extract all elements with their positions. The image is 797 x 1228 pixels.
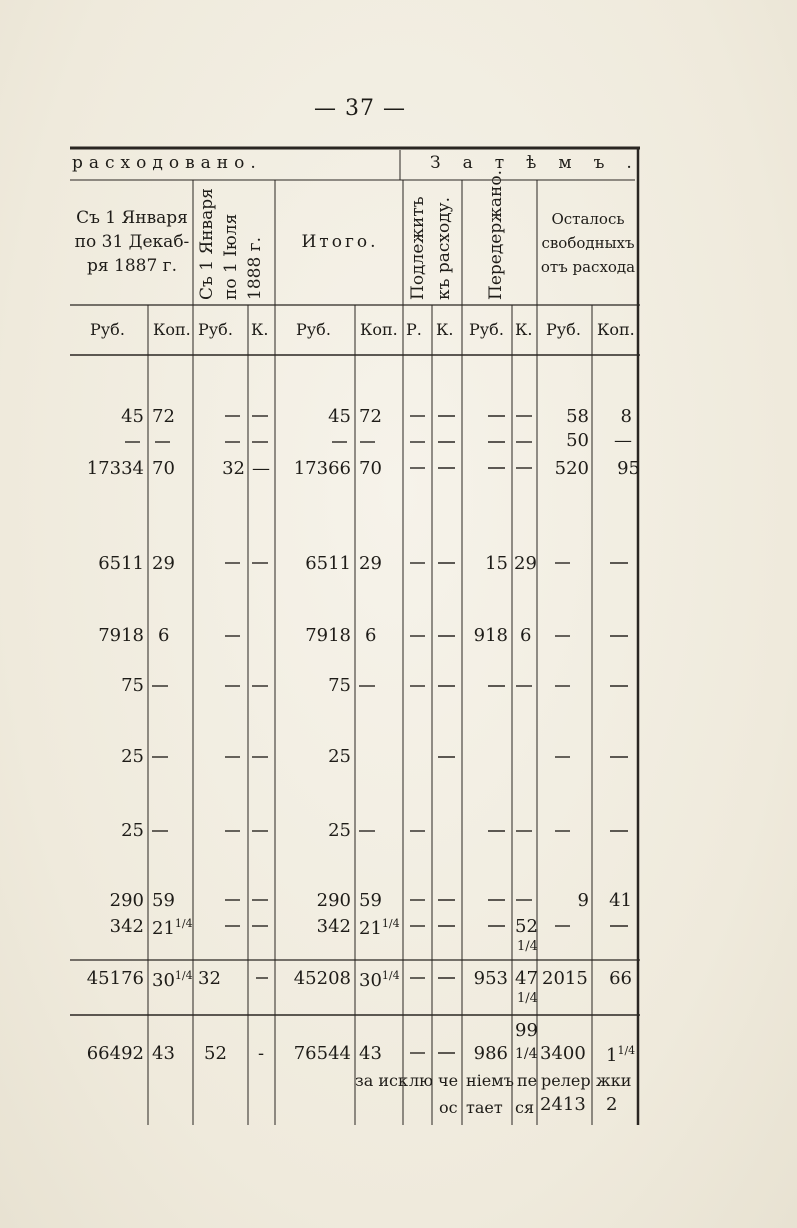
total2-rub3: 76544 [293,1043,351,1064]
col3-header: Итого. [301,232,379,252]
r8-kop6: 41 [609,890,632,911]
total2-kop5-top: 99 [515,1020,538,1041]
r9-kop5-frac: 1/4 [517,939,538,954]
r8-rub6: 9 [577,890,589,911]
r9-rub3: 342 [316,916,351,937]
r9-kop5: 52 [515,916,538,937]
unit-k-2: К. [251,320,269,339]
r5-rub3: 75 [328,675,351,696]
r3-rub3: 6511 [305,553,351,574]
unit-k-5: К. [515,320,533,339]
spent-banner: расходовано. [72,153,262,173]
r1b-rub6: 50 [566,430,589,451]
total1-kop3-whole: 30 [359,970,382,991]
r4-kop3: 6 [365,625,377,646]
r3-rub1: 6511 [98,553,144,574]
r8-rub1: 290 [109,890,144,911]
total2-rub6: 3400 [540,1043,586,1064]
then-banner: Затѣмъ. [430,153,654,173]
total1-rub6: 2015 [542,968,588,989]
r9-rub1: 342 [109,916,144,937]
r4-rub5: 918 [473,625,508,646]
fragment-d: ніемъ [466,1071,514,1090]
r9-kop3-frac: 1/4 [381,917,400,930]
col2-header-line3: 1888 г. [245,237,265,300]
total2-kop1: 43 [152,1043,175,1064]
r4-kop1: 6 [158,625,170,646]
total2-kop2: - [258,1043,265,1064]
unit-rub-3: Руб. [296,320,331,339]
r9-kop3-whole: 21 [359,918,382,939]
total2-kop6-whole: 1 [606,1045,618,1066]
r2-kop3: 70 [359,458,382,479]
r9-kop1-frac: 1/4 [174,917,193,930]
unit-kop-6: Коп. [597,320,635,339]
col4-header-line2: къ расходу. [434,196,454,300]
fragment-e: пе [517,1071,538,1090]
total2-rub1: 66492 [86,1043,144,1064]
r2-kop2: — [252,458,270,479]
col6-header-line2: свободныхъ [541,234,635,252]
r6-rub1: 25 [121,746,144,767]
r1-kop3: 72 [359,406,382,427]
r8-kop1: 59 [152,890,175,911]
r7-rub1: 25 [121,820,144,841]
r4-rub1: 7918 [98,625,144,646]
total1-kop5: 47 [515,968,538,989]
r3-kop1: 29 [152,553,175,574]
unit-kop-1: Коп. [153,320,191,339]
total1-kop5-frac: 1/4 [517,991,538,1006]
fragment-c: че [438,1071,459,1090]
col6-header-line1: Осталось [551,210,625,228]
col5-header: Передержано. [486,170,506,300]
r8-kop3: 59 [359,890,382,911]
total1-rub1: 45176 [86,968,144,989]
fragment-l: 2 [606,1094,618,1115]
r1-rub1: 45 [121,406,144,427]
total1-rub2: 32 [198,968,221,989]
total2-rub2: 52 [204,1043,227,1064]
col2-header-line2: по 1 Іюля [221,213,241,300]
col1-header-line2: по 31 Декаб- [74,232,190,252]
col1-header-line3: ря 1887 г. [87,256,177,276]
r2-rub1: 17334 [86,458,144,479]
r2-rub6: 520 [554,458,589,479]
fragment-k: 2413 [540,1094,586,1115]
total1-kop6: 66 [609,968,632,989]
r9-kop1-whole: 21 [152,918,175,939]
r3-kop5: 29 [514,553,537,574]
total2-kop3: 43 [359,1043,382,1064]
unit-r-4: Р. [406,320,422,339]
r4-kop5: 6 [520,625,532,646]
r3-kop3: 29 [359,553,382,574]
fragment-h: ос [439,1098,458,1117]
r2-kop1: 70 [152,458,175,479]
r1-rub3: 45 [328,406,351,427]
col6-header-line3: отъ расхода [540,258,636,276]
total2-kop5-frac: 1/4 [515,1046,538,1062]
col4-header-line1: Подлежитъ [408,196,428,300]
r2-kop6: 95 [617,458,640,479]
fragment-b: лю [409,1071,434,1090]
total2-kop6-frac: 1/4 [617,1044,636,1057]
unit-kop-3: Коп. [360,320,398,339]
total2-rub5: 986 [473,1043,508,1064]
r3-rub5: 15 [485,553,508,574]
unit-rub-2: Руб. [198,320,233,339]
total1-rub5: 953 [473,968,508,989]
total1-kop1-frac: 1/4 [174,969,193,982]
r7-rub3: 25 [328,820,351,841]
total1-kop3-frac: 1/4 [381,969,400,982]
page-number: — 37 — [314,96,406,121]
fragment-i: тает [466,1098,503,1117]
r2-rub3: 17366 [293,458,351,479]
r1-rub6: 58 [566,406,589,427]
fragment-a: за иск [355,1071,408,1090]
unit-rub-6: Руб. [546,320,581,339]
r4-rub3: 7918 [305,625,351,646]
r5-rub1: 75 [121,675,144,696]
col2-header-line1: Съ 1 Января [197,188,217,300]
col1-header-line1: Съ 1 Января [76,208,188,228]
r2-rub2: 32 [222,458,245,479]
r6-rub3: 25 [328,746,351,767]
unit-k-4: К. [436,320,454,339]
unit-rub-5: Руб. [469,320,504,339]
fragment-g: жки [596,1071,632,1090]
total1-kop1-whole: 30 [152,970,175,991]
r8-rub3: 290 [316,890,351,911]
unit-rub-1: Руб. [90,320,125,339]
r1-kop1: 72 [152,406,175,427]
fragment-f: релер [541,1071,591,1090]
total1-rub3: 45208 [293,968,351,989]
r1-kop6: 8 [620,406,632,427]
r1b-kop6: — [614,430,632,451]
fragment-j: ся [515,1098,535,1117]
